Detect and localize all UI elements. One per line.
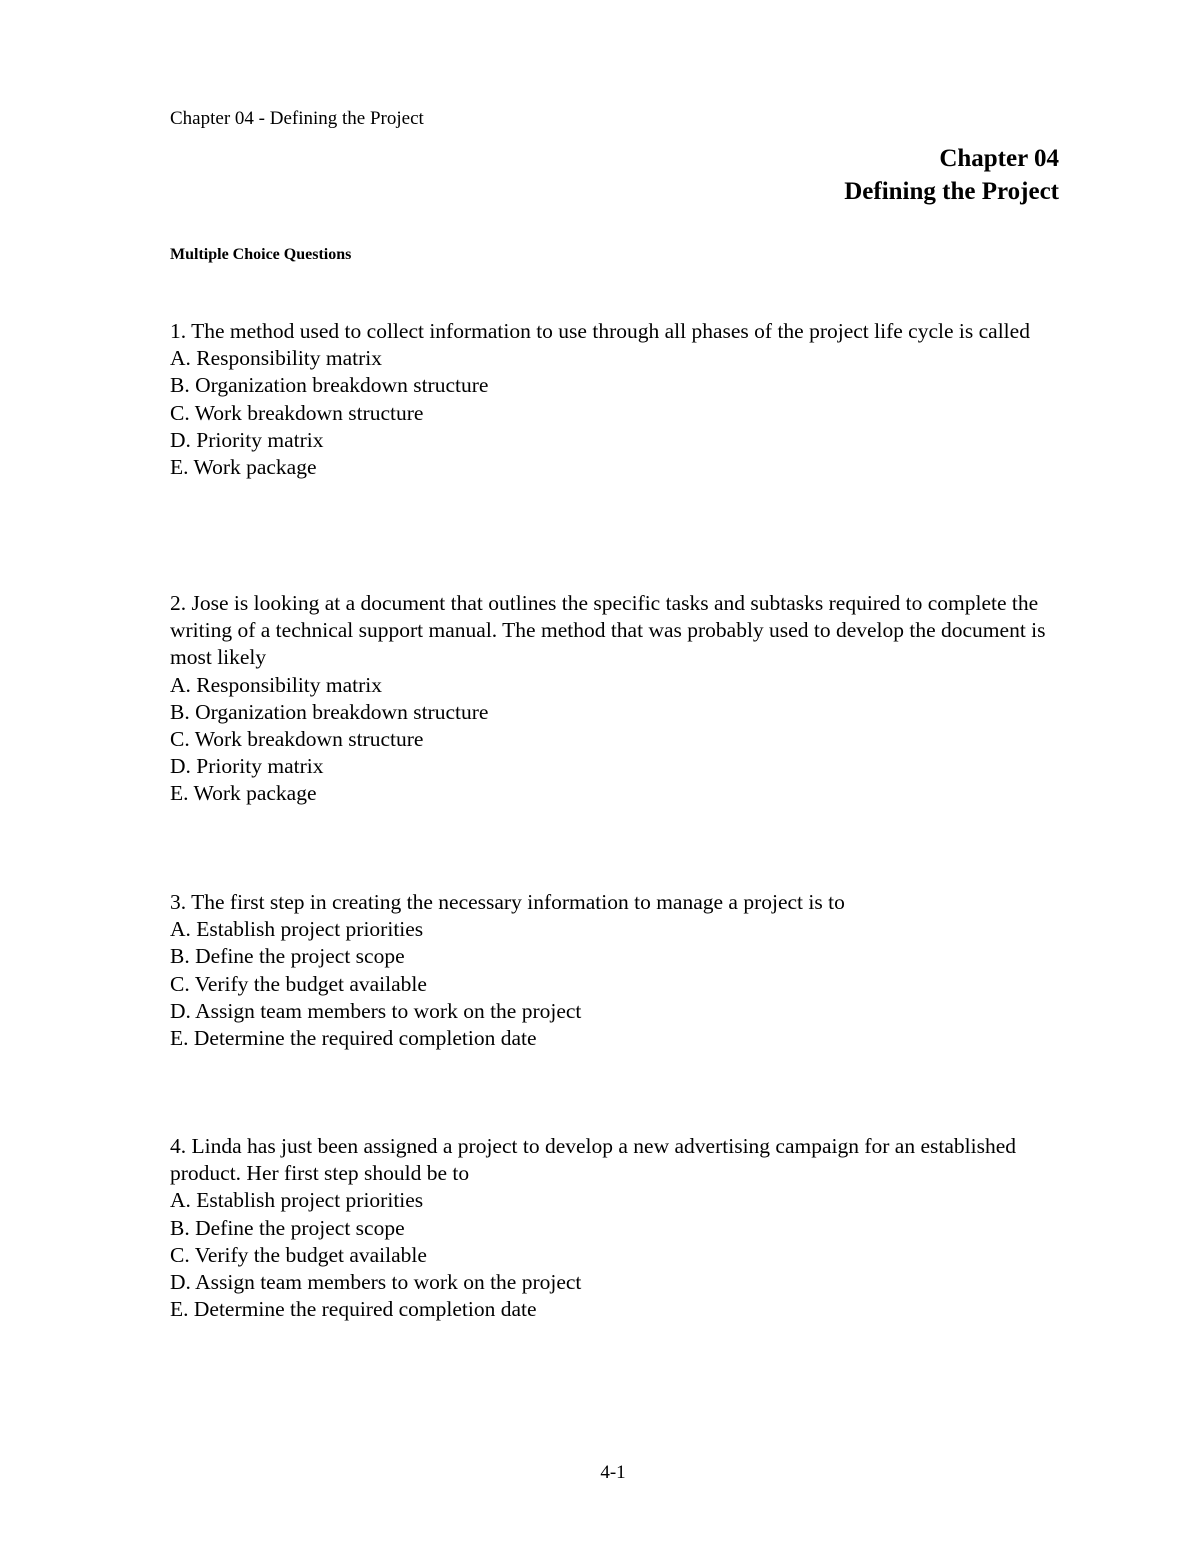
question-1 bbox=[170, 318, 1070, 481]
answer-option: E. Determine the required completion date bbox=[170, 1026, 537, 1051]
answer-option: C. Verify the budget available bbox=[170, 971, 427, 996]
answer-option: B. Define the project scope bbox=[170, 1215, 405, 1240]
answer-option: E. Work package bbox=[170, 781, 317, 806]
question-4 bbox=[170, 1133, 1070, 1323]
answer-option: B. Organization breakdown structure bbox=[170, 373, 489, 398]
question-stem: 1. The method used to collect information to use through all phases of the project life cycle is called bbox=[170, 319, 1030, 343]
answer-option: D. Priority matrix bbox=[170, 754, 324, 779]
section-heading: Multiple Choice Questions bbox=[170, 246, 352, 263]
question-2 bbox=[170, 590, 1070, 808]
answer-option: C. Verify the budget available bbox=[170, 1242, 427, 1267]
question-stem: 3. The first step in creating the necessary information to manage a project is to bbox=[170, 890, 845, 914]
answer-option: D. Priority matrix bbox=[170, 427, 324, 452]
question-stem: 2. Jose is looking at a document that outlines the specific tasks and subtasks required to complete the writing of a technical support manual. The method that was probably used to develop the document is most likely bbox=[170, 591, 1046, 670]
answer-options bbox=[170, 672, 1070, 808]
answer-options bbox=[170, 1187, 1070, 1323]
answer-option: C. Work breakdown structure bbox=[170, 400, 424, 425]
answer-options bbox=[170, 345, 1070, 481]
answer-option: D. Assign team members to work on the project bbox=[170, 998, 582, 1023]
answer-option: A. Establish project priorities bbox=[170, 1188, 424, 1213]
question-stem: 4. Linda has just been assigned a project to develop a new advertising campaign for an established product. Her first step should be to bbox=[170, 1134, 1017, 1186]
answer-option: E. Determine the required completion date bbox=[170, 1297, 537, 1322]
chapter-title: Defining the Project bbox=[844, 178, 1059, 205]
answer-option: D. Assign team members to work on the project bbox=[170, 1270, 582, 1295]
chapter-title-block bbox=[844, 142, 1059, 208]
running-header: Chapter 04 - Defining the Project bbox=[170, 108, 424, 129]
chapter-number: Chapter 04 bbox=[939, 145, 1059, 172]
answer-option: A. Responsibility matrix bbox=[170, 672, 383, 697]
answer-option: A. Responsibility matrix bbox=[170, 346, 383, 371]
page-number: 4-1 bbox=[600, 1462, 626, 1483]
answer-option: B. Organization breakdown structure bbox=[170, 699, 489, 724]
answer-option: B. Define the project scope bbox=[170, 944, 405, 969]
answer-option: C. Work breakdown structure bbox=[170, 727, 424, 752]
question-3 bbox=[170, 889, 1070, 1052]
answer-option: A. Establish project priorities bbox=[170, 917, 424, 942]
answer-options bbox=[170, 916, 1070, 1052]
answer-option: E. Work package bbox=[170, 455, 317, 480]
